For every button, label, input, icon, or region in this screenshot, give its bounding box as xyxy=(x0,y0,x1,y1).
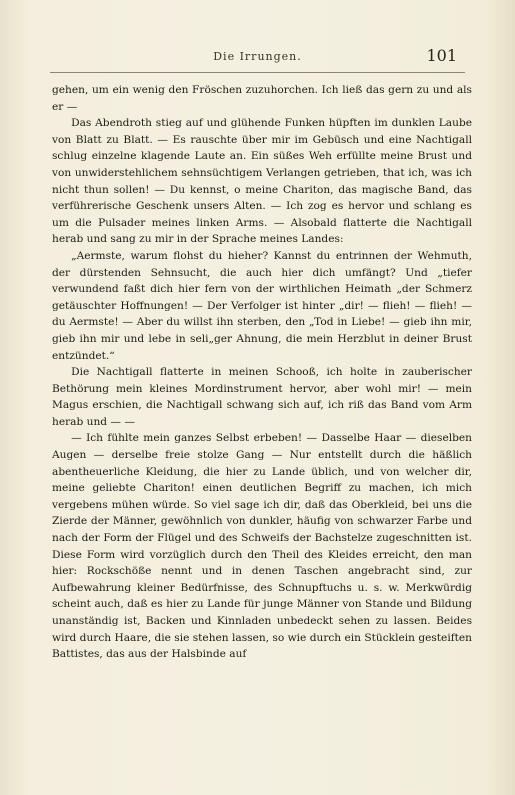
page-number: 101 xyxy=(426,46,457,65)
quoted-song: „Aermste, warum flohst du hieher? Kannst du entrinnen der Wehmuth, der dürstenden Sehnsucht, die auch hier dich umfängt? Und „tiefer verwundend faßt dich hier fern von der wirthlichen Heimath „der Schmerz getäuschter Hoffnungen! — Der Verfolger ist hinter „dir! — flieh! — flieh! — du Aermste! — Aber du willst ihn sterben, den „Tod in Liebe! — gieb ihn mir, gieb ihn mir und lebe in seli„ger Ahnung, die mein Herzblut in deiner Brust entzündet.“ xyxy=(52,249,472,362)
running-head: Die Irrungen. xyxy=(213,50,302,63)
paragraph: Die Nachtigall flatterte in meinen Schooß, ich holte in zauberischer Bethörung mein kleines Mordinstrument hervor, aber wohl mir! — mein Magus erschien, die Nachtigall schwang sich auf, ich riß das Band vom Arm herab und — — xyxy=(52,366,472,428)
paragraph: Das Abendroth stieg auf und glühende Funken hüpften im dunklen Laube von Blatt zu Blatt. — Es rauschte über mir im Gebüsch und eine Nachtigall schlug einzelne klagende Laute an. Ein süßes Weh erfüllte meine Brust und von unwiderstehlichem sehnsüchtigem Verlangen getrieben, that ich, was ich nicht thun sollen! — Du kennst, o meine Chariton, das magische Band, das verführerische Geschenk unsers Alten. — Ich zog es hervor und schlang es um die Pulsader meines linken Arms. — Alsobald flatterte die Nachtigall herab und sang zu mir in der Sprache meines Landes: xyxy=(52,117,472,246)
body-text xyxy=(52,82,472,663)
header-rule xyxy=(50,72,465,73)
paragraph: gehen, um ein wenig den Fröschen zuzuhorchen. Ich ließ das gern zu und als er — xyxy=(52,84,472,113)
paragraph: — Ich fühlte mein ganzes Selbst erbeben! — Dasselbe Haar — dieselben Augen — derselbe freie stolze Gang — Nur entstellt durch die häßlich abentheuerliche Kleidung, die hier zu Lande üblich, und von welcher dir, meine geliebte Chariton! einen deutlichen Begriff zu machen, ich mich vergebens mühen würde. So viel sage ich dir, daß das Oberkleid, bei uns die Zierde der Männer, gewöhnlich von dunkler, häufig von schwarzer Farbe und nach der Form der Flügel und des Schweifs der Bachstelze zugeschnitten ist. Diese Form wird vorzüglich durch den Theil des Kleides erreicht, den man hier: Rockschöße nennt und in denen Taschen angebracht sind, zur Aufbewahrung kleiner Bedürfnisse, des Schnupftuchs u. s. w. Merkwürdig scheint auch, daß es hier zu Lande für junge Männer von Stande und Bildung unanständig ist, Backen und Kinnladen unbedeckt sehen zu lassen. Beides wird durch Haare, die sie stehen lassen, so wie durch ein Stücklein gesteiften Battistes, das aus der Halsbinde auf xyxy=(52,432,472,661)
page-header xyxy=(50,46,465,70)
